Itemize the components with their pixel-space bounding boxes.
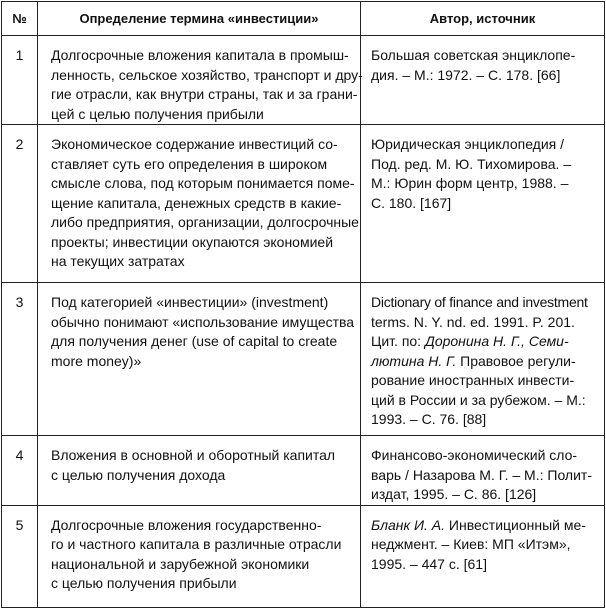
definition-line: Экономическое содержание инвестиций со- xyxy=(51,136,338,152)
citation-prefix: Цит. по: xyxy=(371,333,425,349)
definition-line: цей с целью получения прибыли xyxy=(51,105,264,122)
source-line: варь / Назарова М. Г. – М.: Полит- xyxy=(371,466,592,483)
table-row xyxy=(2,505,605,608)
definition-line: проекты; инвестиции окупаются экономией xyxy=(51,233,334,250)
definition-cell xyxy=(38,283,361,436)
definition-line: Вложения в основной и оборотный капитал xyxy=(51,447,336,463)
definition-line: ставляет суть его определения в широком xyxy=(51,155,328,172)
row-number: 1 xyxy=(2,36,38,125)
citation-author: Бланк И. А. xyxy=(371,516,446,533)
definition-line: Долгосрочные вложения государственно- xyxy=(51,516,322,533)
source-line: Юридическая энциклопедия / xyxy=(371,136,565,152)
citation-text: Правовое регули- xyxy=(456,352,576,369)
source-line xyxy=(371,332,598,352)
source-line: terms. N. Y. nd. ed. 1991. P. 201. xyxy=(371,313,575,330)
definition-line: с целью получения дохода xyxy=(51,466,226,483)
header-source: Автор, источник xyxy=(361,2,605,36)
row-number: 3 xyxy=(2,283,38,436)
definition-cell xyxy=(38,436,361,506)
source-line: дия. – М.: 1972. – С. 178. [66] xyxy=(371,66,561,83)
definition-line: Долгосрочные вложения капитала в промыш- xyxy=(51,47,349,63)
header-number: № xyxy=(2,2,38,36)
header-definition: Определение термина «инвестиции» xyxy=(38,2,361,36)
source-line xyxy=(371,352,598,372)
definition-line: либо предприятия, организации, долгосрочные xyxy=(51,214,359,230)
source-cell xyxy=(361,505,605,608)
definition-cell xyxy=(38,36,361,125)
source-line: Финансово-экономический сло- xyxy=(371,447,578,463)
definition-line: Под категорией «инвестиции» (investment) xyxy=(51,294,329,310)
source-line: 1995. – 447 с. [61] xyxy=(371,555,487,572)
definition-line: гие отрасли, как внутри страны, так и за грани- xyxy=(51,86,358,102)
table-row xyxy=(2,125,605,283)
definition-line: смысле слова, под которым понимается поме- xyxy=(51,175,355,191)
table-header-row xyxy=(2,2,605,36)
source-cell xyxy=(361,283,605,436)
row-number: 2 xyxy=(2,125,38,283)
source-line: 1993. – С. 76. [88] xyxy=(371,411,487,427)
source-line: М.: Юрин форм центр, 1988. – xyxy=(371,175,569,191)
table-row xyxy=(2,283,605,436)
source-line: рование иностранных инвести- xyxy=(371,372,575,388)
definition-line: для получения денег (use of capital to create xyxy=(51,333,338,349)
source-line xyxy=(371,516,598,536)
source-line: издат, 1995. – С. 86. [126] xyxy=(371,486,537,502)
source-cell xyxy=(361,36,605,125)
definition-line: ленность, сельское хозяйство, транспорт и дру- xyxy=(51,66,363,83)
row-number: 4 xyxy=(2,436,38,506)
source-line: С. 180. [167] xyxy=(371,194,452,211)
source-line: Под. ред. М. Ю. Тихомирова. – xyxy=(371,155,572,172)
source-line: ций в России и за рубежом. – М.: xyxy=(371,391,586,408)
source-cell xyxy=(361,125,605,283)
citation-author: лютина Н. Г. xyxy=(371,352,457,369)
row-number: 5 xyxy=(2,505,38,608)
table-row xyxy=(2,36,605,125)
source-cell xyxy=(361,436,605,506)
definition-line: на текущих затратах xyxy=(51,253,185,269)
citation-text: Инвестиционный ме- xyxy=(445,516,586,533)
source-line: неджмент. – Киев: МП «Итэм», xyxy=(371,536,571,552)
table-row xyxy=(2,436,605,506)
definition-cell xyxy=(38,505,361,608)
definition-line: more money)» xyxy=(51,352,142,369)
definition-line: щение капитала, денежных средств в какие- xyxy=(51,194,342,211)
definition-line: национальной и зарубежной экономики xyxy=(51,555,310,572)
citation-author: Доронина Н. Г., Семи- xyxy=(424,333,569,349)
definition-line: го и частного капитала в различные отрасли xyxy=(51,536,342,552)
terms-table xyxy=(1,1,605,608)
definition-line: с целью получения прибыли xyxy=(51,575,237,591)
source-line: Большая советская энциклопе- xyxy=(371,47,576,63)
source-line: Dictionary of finance and investment xyxy=(371,294,588,310)
definition-line: обычно понимают «использование имущества xyxy=(51,313,355,330)
definition-cell xyxy=(38,125,361,283)
